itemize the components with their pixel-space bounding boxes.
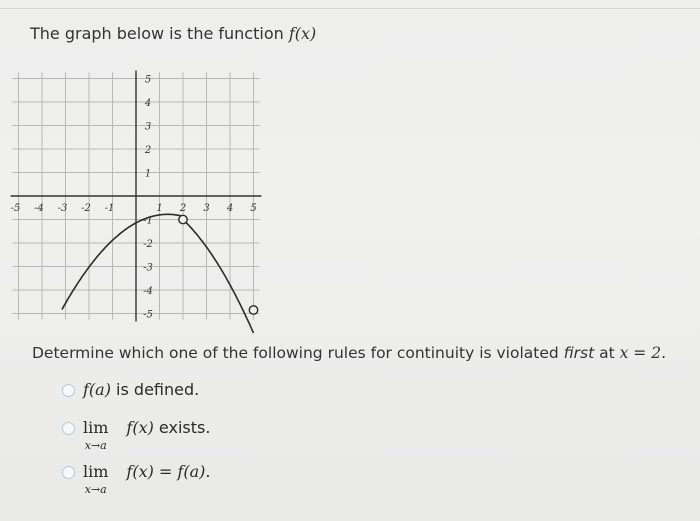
rules-prompt	[32, 344, 666, 362]
function-curve	[62, 214, 254, 333]
radio-button[interactable]	[62, 466, 75, 479]
function-graph	[10, 64, 278, 324]
option-defined[interactable]	[62, 380, 199, 399]
y-tick-label: 2	[144, 145, 152, 156]
open-point	[179, 215, 187, 223]
radio-button[interactable]	[62, 422, 75, 435]
x-tick-label: 2	[179, 203, 187, 214]
option-rest: is defined.	[110, 380, 200, 399]
prompt-after: at	[594, 344, 620, 362]
option-math: f(x) = f(a).	[126, 462, 211, 481]
x-tick-label: 1	[156, 203, 163, 214]
question-text	[30, 24, 316, 43]
y-tick-label: -2	[143, 239, 153, 250]
option-label	[83, 462, 210, 496]
x-tick-label: -4	[34, 203, 44, 214]
option-label	[83, 380, 199, 399]
option-limit-exists[interactable]	[62, 418, 210, 452]
y-tick-label: 1	[144, 168, 152, 180]
x-tick-label: -3	[57, 203, 68, 214]
lim-word: lim	[83, 418, 109, 437]
limit-notation	[83, 418, 108, 452]
radio-button[interactable]	[62, 384, 75, 397]
x-tick-label: 3	[203, 203, 210, 214]
x-tick-label: 4	[226, 203, 234, 214]
lim-word: lim	[83, 462, 109, 481]
option-label	[83, 418, 210, 452]
option-math: f(x)	[126, 418, 154, 437]
option-limit-equals[interactable]	[62, 462, 210, 496]
question-prefix: The graph below is the function	[30, 24, 289, 43]
question-function: f(x)	[288, 24, 317, 43]
y-tick-label: -5	[143, 309, 153, 321]
y-tick-label: 5	[144, 74, 152, 86]
x-tick-label: -1	[104, 203, 115, 214]
y-tick-label: 3	[144, 121, 152, 133]
x-tick-label: 5	[250, 203, 257, 214]
y-tick-label: -3	[143, 262, 153, 274]
prompt-before: Determine which one of the following rules for continuity is violated	[32, 344, 564, 362]
prompt-emphasis: first	[563, 344, 595, 362]
y-tick-label: 4	[144, 98, 152, 109]
lim-subscript: x→a	[84, 439, 107, 452]
y-tick-label: -1	[143, 215, 153, 227]
limit-notation	[83, 462, 108, 496]
open-point	[249, 306, 257, 314]
option-math: f(a)	[83, 380, 111, 399]
option-rest: exists.	[153, 418, 211, 437]
x-tick-label: -2	[81, 203, 91, 214]
y-tick-label: -4	[143, 286, 153, 297]
graph-svg	[10, 64, 278, 324]
x-tick-label: -5	[10, 203, 21, 214]
lim-subscript: x→a	[84, 483, 107, 496]
divider	[0, 8, 700, 9]
prompt-condition: x = 2.	[619, 344, 667, 362]
